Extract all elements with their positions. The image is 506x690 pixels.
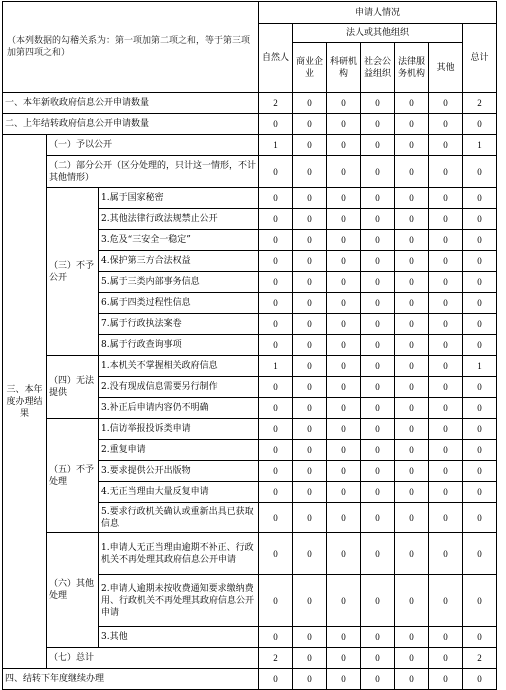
value-cell: 0: [361, 114, 395, 135]
value-cell: 0: [361, 335, 395, 356]
section-3-label: 三、本年度办理结果: [3, 135, 47, 669]
value-cell: 0: [361, 272, 395, 293]
value-cell: 0: [463, 503, 497, 533]
value-cell: 0: [395, 230, 429, 251]
value-cell: 0: [429, 251, 463, 272]
value-cell: 0: [429, 293, 463, 314]
item-label: 3.要求提供公开出版物: [99, 461, 259, 482]
value-cell: 0: [395, 272, 429, 293]
value-cell: 0: [429, 272, 463, 293]
item-label: 3.其他: [99, 627, 259, 648]
value-cell: 0: [327, 209, 361, 230]
value-cell: 0: [259, 377, 293, 398]
value-cell: 1: [259, 135, 293, 156]
value-cell: 0: [259, 230, 293, 251]
value-cell: 0: [259, 482, 293, 503]
col-header-commercial: 商业企业: [293, 43, 327, 93]
value-cell: 0: [463, 335, 497, 356]
value-cell: 0: [327, 398, 361, 419]
value-cell: 0: [327, 503, 361, 533]
applicant-info-header: 申请人情况: [259, 2, 497, 24]
value-cell: 0: [293, 575, 327, 627]
value-cell: 0: [259, 293, 293, 314]
value-cell: 0: [429, 648, 463, 669]
value-cell: 0: [463, 440, 497, 461]
value-cell: 0: [327, 461, 361, 482]
value-cell: 0: [429, 533, 463, 575]
value-cell: 2: [259, 93, 293, 114]
value-cell: 0: [327, 251, 361, 272]
value-cell: 0: [395, 335, 429, 356]
value-cell: 0: [293, 293, 327, 314]
item-label: 5.要求行政机关确认或重新出具已获取信息: [99, 503, 259, 533]
value-cell: 0: [293, 648, 327, 669]
value-cell: 0: [327, 272, 361, 293]
value-cell: 0: [361, 533, 395, 575]
value-cell: 0: [361, 461, 395, 482]
table-row: [3, 356, 497, 377]
value-cell: 0: [361, 419, 395, 440]
item-label: 4.无正当理由大量反复申请: [99, 482, 259, 503]
value-cell: 0: [463, 533, 497, 575]
value-cell: 0: [463, 209, 497, 230]
item-label: 3.补正后申请内容仍不明确: [99, 398, 259, 419]
value-cell: 0: [463, 419, 497, 440]
value-cell: 0: [395, 188, 429, 209]
value-cell: 0: [293, 533, 327, 575]
calc-note: （本列数据的勾稽关系为：第一项加第二项之和，等于第三项加第四项之和）: [3, 2, 259, 93]
value-cell: 0: [395, 114, 429, 135]
item-label: 5.属于三类内部事务信息: [99, 272, 259, 293]
value-cell: 0: [395, 93, 429, 114]
value-cell: 0: [463, 272, 497, 293]
value-cell: 0: [429, 230, 463, 251]
item-label: 1.属于国家秘密: [99, 188, 259, 209]
value-cell: 0: [293, 627, 327, 648]
value-cell: 0: [259, 669, 293, 690]
value-cell: 0: [463, 188, 497, 209]
item-label: 8.属于行政查询事项: [99, 335, 259, 356]
value-cell: 0: [327, 669, 361, 690]
value-cell: 0: [293, 135, 327, 156]
value-cell: 0: [429, 503, 463, 533]
value-cell: 0: [293, 93, 327, 114]
value-cell: 0: [259, 461, 293, 482]
value-cell: 0: [361, 314, 395, 335]
value-cell: 0: [429, 669, 463, 690]
value-cell: 1: [463, 135, 497, 156]
value-cell: 0: [429, 461, 463, 482]
value-cell: 0: [327, 356, 361, 377]
value-cell: 0: [429, 356, 463, 377]
value-cell: 0: [463, 398, 497, 419]
value-cell: 0: [463, 377, 497, 398]
value-cell: 0: [327, 93, 361, 114]
value-cell: 0: [293, 482, 327, 503]
value-cell: 2: [463, 93, 497, 114]
item-label: 1.本机关不掌握相关政府信息: [99, 356, 259, 377]
group-label: （五）不予处理: [47, 419, 99, 533]
value-cell: 0: [327, 230, 361, 251]
value-cell: 0: [429, 114, 463, 135]
value-cell: 0: [429, 314, 463, 335]
value-cell: 0: [327, 114, 361, 135]
value-cell: 0: [395, 251, 429, 272]
value-cell: 0: [361, 135, 395, 156]
value-cell: 0: [429, 335, 463, 356]
value-cell: 0: [361, 230, 395, 251]
value-cell: 0: [395, 482, 429, 503]
value-cell: 0: [293, 314, 327, 335]
value-cell: 0: [463, 482, 497, 503]
table-row: [3, 156, 497, 188]
value-cell: 1: [463, 356, 497, 377]
value-cell: 0: [293, 440, 327, 461]
item-label: 3.危及“三安全一稳定”: [99, 230, 259, 251]
item-label: 2.申请人逾期未按收费通知要求缴纳费用、行政机关不再处理其政府信息公开申请: [99, 575, 259, 627]
row-label: 二、上年结转政府信息公开申请数量: [3, 114, 259, 135]
value-cell: 0: [327, 293, 361, 314]
value-cell: 0: [361, 669, 395, 690]
value-cell: 0: [293, 272, 327, 293]
row-label: （七）总计: [47, 648, 259, 669]
value-cell: 0: [327, 135, 361, 156]
value-cell: 0: [463, 575, 497, 627]
value-cell: 0: [327, 377, 361, 398]
applications-stats-table: [2, 1, 497, 690]
value-cell: 0: [327, 627, 361, 648]
table-row: [3, 114, 497, 135]
value-cell: 0: [259, 533, 293, 575]
item-label: 2.没有现成信息需要另行制作: [99, 377, 259, 398]
value-cell: 0: [361, 377, 395, 398]
value-cell: 0: [429, 156, 463, 188]
table-row: [3, 135, 497, 156]
value-cell: 0: [395, 293, 429, 314]
col-header-legal-service: 法律服务机构: [395, 43, 429, 93]
value-cell: 0: [463, 669, 497, 690]
value-cell: 0: [293, 669, 327, 690]
value-cell: 0: [429, 419, 463, 440]
row-label: 四、结转下年度继续办理: [3, 669, 259, 690]
value-cell: 0: [327, 335, 361, 356]
value-cell: 0: [327, 156, 361, 188]
col-header-research: 科研机构: [327, 43, 361, 93]
value-cell: 0: [293, 377, 327, 398]
value-cell: 0: [395, 356, 429, 377]
value-cell: 0: [395, 669, 429, 690]
value-cell: 0: [259, 335, 293, 356]
item-label: 1.信访举报投诉类申请: [99, 419, 259, 440]
row-label: （一）予以公开: [47, 135, 259, 156]
value-cell: 0: [259, 627, 293, 648]
value-cell: 0: [395, 135, 429, 156]
value-cell: 0: [293, 251, 327, 272]
value-cell: 0: [327, 533, 361, 575]
value-cell: 0: [463, 627, 497, 648]
value-cell: 1: [259, 356, 293, 377]
row-label: （二）部分公开（区分处理的，只计这一情形，不计其他情形）: [47, 156, 259, 188]
value-cell: 0: [259, 188, 293, 209]
col-header-natural-person: 自然人: [259, 24, 293, 93]
value-cell: 0: [429, 627, 463, 648]
value-cell: 0: [293, 398, 327, 419]
value-cell: 0: [463, 461, 497, 482]
value-cell: 0: [259, 209, 293, 230]
col-header-public-welfare: 社会公益组织: [361, 43, 395, 93]
group-label: （四）无法提供: [47, 356, 99, 419]
value-cell: 0: [463, 251, 497, 272]
value-cell: 0: [361, 209, 395, 230]
item-label: 2.重复申请: [99, 440, 259, 461]
row-label: 一、本年新收政府信息公开申请数量: [3, 93, 259, 114]
value-cell: 0: [293, 419, 327, 440]
value-cell: 0: [259, 272, 293, 293]
value-cell: 0: [361, 293, 395, 314]
item-label: 1.申请人无正当理由逾期不补正、行政机关不再处理其政府信息公开申请: [99, 533, 259, 575]
value-cell: 2: [463, 648, 497, 669]
value-cell: 0: [327, 419, 361, 440]
table-row: [3, 669, 497, 690]
value-cell: 0: [361, 627, 395, 648]
value-cell: 0: [361, 648, 395, 669]
value-cell: 0: [259, 251, 293, 272]
value-cell: 0: [395, 627, 429, 648]
value-cell: 0: [463, 114, 497, 135]
value-cell: 0: [429, 93, 463, 114]
col-header-other: 其他: [429, 43, 463, 93]
value-cell: 0: [361, 440, 395, 461]
value-cell: 0: [463, 156, 497, 188]
value-cell: 0: [293, 156, 327, 188]
value-cell: 0: [293, 114, 327, 135]
value-cell: 0: [463, 293, 497, 314]
value-cell: 0: [429, 209, 463, 230]
col-header-total: 总计: [463, 24, 497, 93]
table-row: [3, 419, 497, 440]
value-cell: 0: [395, 440, 429, 461]
value-cell: 0: [361, 356, 395, 377]
value-cell: 0: [361, 156, 395, 188]
value-cell: 0: [395, 533, 429, 575]
value-cell: 0: [395, 209, 429, 230]
value-cell: 0: [395, 156, 429, 188]
table-row: [3, 648, 497, 669]
value-cell: 0: [293, 503, 327, 533]
value-cell: 0: [259, 156, 293, 188]
value-cell: 0: [327, 482, 361, 503]
value-cell: 0: [395, 377, 429, 398]
value-cell: 0: [293, 335, 327, 356]
value-cell: 0: [259, 440, 293, 461]
value-cell: 0: [327, 440, 361, 461]
group-label: （三）不予公开: [47, 188, 99, 356]
item-label: 2.其他法律行政法规禁止公开: [99, 209, 259, 230]
value-cell: 0: [395, 575, 429, 627]
table-row: [3, 188, 497, 209]
value-cell: 0: [395, 419, 429, 440]
value-cell: 0: [259, 114, 293, 135]
value-cell: 0: [259, 314, 293, 335]
value-cell: 0: [327, 575, 361, 627]
value-cell: 2: [259, 648, 293, 669]
value-cell: 0: [259, 503, 293, 533]
value-cell: 0: [395, 461, 429, 482]
legal-entities-header: 法人或其他组织: [293, 24, 463, 43]
value-cell: 0: [395, 314, 429, 335]
value-cell: 0: [429, 398, 463, 419]
value-cell: 0: [429, 135, 463, 156]
item-label: 7.属于行政执法案卷: [99, 314, 259, 335]
value-cell: 0: [429, 440, 463, 461]
value-cell: 0: [429, 377, 463, 398]
value-cell: 0: [395, 648, 429, 669]
table-row: [3, 93, 497, 114]
value-cell: 0: [463, 230, 497, 251]
value-cell: 0: [327, 648, 361, 669]
value-cell: 0: [293, 209, 327, 230]
value-cell: 0: [361, 575, 395, 627]
value-cell: 0: [327, 188, 361, 209]
value-cell: 0: [395, 398, 429, 419]
value-cell: 0: [327, 314, 361, 335]
value-cell: 0: [259, 419, 293, 440]
table-row: [3, 533, 497, 575]
value-cell: 0: [429, 188, 463, 209]
value-cell: 0: [361, 398, 395, 419]
value-cell: 0: [361, 482, 395, 503]
value-cell: 0: [361, 188, 395, 209]
group-label: （六）其他处理: [47, 533, 99, 648]
value-cell: 0: [361, 503, 395, 533]
item-label: 6.属于四类过程性信息: [99, 293, 259, 314]
value-cell: 0: [293, 230, 327, 251]
value-cell: 0: [429, 482, 463, 503]
value-cell: 0: [293, 356, 327, 377]
value-cell: 0: [429, 575, 463, 627]
value-cell: 0: [395, 503, 429, 533]
value-cell: 0: [259, 575, 293, 627]
value-cell: 0: [463, 314, 497, 335]
value-cell: 0: [293, 461, 327, 482]
item-label: 4.保护第三方合法权益: [99, 251, 259, 272]
value-cell: 0: [259, 398, 293, 419]
value-cell: 0: [361, 251, 395, 272]
value-cell: 0: [293, 188, 327, 209]
value-cell: 0: [361, 93, 395, 114]
